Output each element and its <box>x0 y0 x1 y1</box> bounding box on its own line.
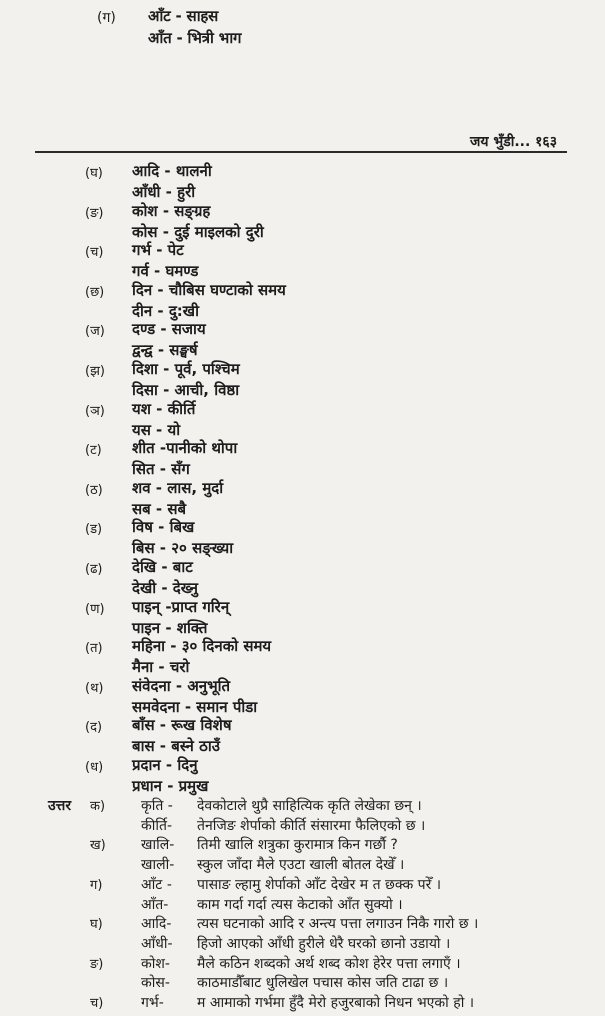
word-definition-1: शीत -पानीको थोपा <box>132 439 238 457</box>
word-pair-item <box>0 597 605 637</box>
answer-word: कोश- <box>141 956 170 972</box>
item-label: (घ) <box>85 166 103 181</box>
answer-sentence: पासाङ ल्हामु शेर्पाको आँट देखेर म त छक्क परेँ । <box>197 877 442 893</box>
header-rule <box>35 151 567 153</box>
answer-row <box>0 934 605 954</box>
word-definition-1: कोश - सङ्ग्रह <box>132 202 211 220</box>
word-pair-item <box>0 517 605 557</box>
word-definition-1: यश - कीर्ति <box>132 400 196 418</box>
word-definition-2: पाइन - शक्ति <box>132 619 208 637</box>
answer-row <box>0 895 605 915</box>
item-label: (थ) <box>85 681 104 696</box>
word-definition-2: द्वन्द्व - सङ्घर्ष <box>132 341 198 359</box>
word-definition-2: सब - सबै <box>132 500 187 518</box>
word-pair-line: आँट - साहस <box>148 7 219 25</box>
answers-heading: उत्तर <box>48 798 72 814</box>
word-definition-2: गर्व - घमण्ड <box>132 262 199 280</box>
word-definition-1: विष - बिख <box>132 518 195 536</box>
answer-sentence: म आमाको गर्भमा हुँदै मेरो हजुरबाको निधन भएको हो । <box>197 995 475 1011</box>
answer-sentence: तिमी खालि शत्रुका कुरामात्र किन गर्छौ ? <box>197 837 398 853</box>
answer-sentence: काम गर्दा गर्दा त्यस केटाको आँत सुक्यो । <box>197 897 403 913</box>
word-definition-1: संवेदना - अनुभूति <box>132 677 231 695</box>
item-label: (छ) <box>85 285 105 300</box>
answer-sentence: त्यस घटनाको आदि र अन्त्य पत्ता लगाउन निकै गारो छ । <box>197 916 479 932</box>
word-definition-2: मैना - चरो <box>132 658 190 676</box>
answer-word: आदि- <box>141 916 172 932</box>
word-definition-1: दिन - चौबिस घण्टाको समय <box>132 281 286 299</box>
answer-word: कीर्ति- <box>141 818 173 834</box>
answer-word: कृति - <box>141 798 173 814</box>
item-label: (ढ) <box>85 562 103 577</box>
word-pair-item <box>0 557 605 597</box>
answer-word: आँत- <box>141 897 169 913</box>
answer-label: ख) <box>90 838 106 853</box>
word-definition-1: पाइन् -प्राप्त गरिन् <box>132 598 230 616</box>
word-pair-item <box>0 399 605 439</box>
answer-word: खाली- <box>141 857 175 873</box>
item-label: (ट) <box>85 443 102 458</box>
answer-word: आँट - <box>141 877 172 893</box>
answer-row <box>0 973 605 993</box>
answer-sentence: मैले कठिन शब्दको अर्थ शब्द कोश हेरेर पत्ता लगाएँ । <box>197 956 461 972</box>
word-definition-1: दिशा - पूर्व, पश्चिम <box>132 360 240 378</box>
item-label: (त) <box>85 641 103 656</box>
word-pair-item <box>0 676 605 716</box>
word-definition-2: बिस - २० सङ्ख्या <box>132 539 234 557</box>
item-label: (ड) <box>85 522 103 537</box>
answer-label: ङ) <box>90 957 104 972</box>
word-definition-2: समवेदना - समान पीडा <box>132 698 258 716</box>
answer-word: गर्भ- <box>141 995 164 1011</box>
word-definition-1: गर्भ - पेट <box>132 241 184 259</box>
word-pair-item <box>0 755 605 795</box>
word-pair-line: आँत - भित्री भाग <box>148 29 242 47</box>
answer-row <box>0 855 605 875</box>
answer-sentence: स्कुल जाँदा मैले एउटा खाली बोतल देखेँ । <box>197 857 405 873</box>
word-definition-2: सित - सँग <box>132 460 190 478</box>
word-definition-1: देखि - बाट <box>132 558 193 576</box>
word-definition-2: यस - यो <box>132 421 181 439</box>
item-label: (झ) <box>85 364 105 379</box>
item-label: (द) <box>85 720 103 735</box>
answer-label: क) <box>90 799 106 814</box>
answer-row <box>0 954 605 974</box>
running-head: जय भुँडी... १६३ <box>469 134 557 150</box>
word-pair-item <box>0 161 605 201</box>
word-pair-item <box>0 438 605 478</box>
item-label: (ठ) <box>85 483 103 498</box>
word-definition-1: दण्ड - सजाय <box>132 320 206 338</box>
answer-label: ग) <box>90 878 103 893</box>
word-definition-2: आँधी - हुरी <box>132 183 196 201</box>
word-pair-item <box>0 319 605 359</box>
answer-sentence: तेनजिङ शेर्पाको कीर्ति संसारमा फैलिएको छ । <box>197 818 426 834</box>
item-label: (ध) <box>85 760 104 775</box>
answer-word: आँधी- <box>141 936 173 952</box>
answer-word: खालि- <box>141 837 175 853</box>
word-definition-2: बास - बस्ने ठाउँ <box>132 737 220 755</box>
answer-sentence: देवकोटाले थुप्रै साहित्यिक कृति लेखेका छन् । <box>197 798 422 814</box>
answer-row <box>0 835 605 855</box>
word-definition-2: कोस - दुई माइलको दुरी <box>132 223 264 241</box>
word-pair-item <box>0 715 605 755</box>
item-label: (ङ) <box>85 206 104 221</box>
answer-row <box>0 796 605 816</box>
answer-label: च) <box>90 996 104 1011</box>
word-pair-item <box>0 280 605 320</box>
word-pair-item <box>0 201 605 241</box>
answer-row <box>0 816 605 836</box>
item-label: (ज) <box>85 324 105 339</box>
word-definition-1: प्रदान - दिनु <box>132 756 198 774</box>
answer-row <box>0 875 605 895</box>
word-definition-2: प्रधान - प्रमुख <box>132 777 209 795</box>
answer-row <box>0 914 605 934</box>
answer-sentence: हिजो आएको आँधी हुरीले धेरै घरको छानो उडायो । <box>197 936 451 952</box>
item-label: (ण) <box>85 602 105 617</box>
answer-word: कोस- <box>141 975 170 991</box>
word-definition-1: आदि - थालनी <box>132 162 212 180</box>
word-pair-item <box>0 636 605 676</box>
answer-row <box>0 993 605 1013</box>
item-label: (ञ) <box>85 404 105 419</box>
word-definition-2: देखी - देख्नु <box>132 579 198 597</box>
word-pair-item <box>0 359 605 399</box>
word-pair-item <box>0 478 605 518</box>
word-definition-2: दिसा - आची, विष्ठा <box>132 381 240 399</box>
word-definition-2: दीन - दु:खी <box>132 302 199 320</box>
word-definition-1: महिना - ३० दिनको समय <box>132 637 272 655</box>
answer-label: घ) <box>90 917 103 932</box>
answer-sentence: काठमाडौँबाट धुलिखेल पचास कोस जति टाढा छ । <box>197 975 449 991</box>
word-definition-1: शव - लास, मुर्दा <box>132 479 224 497</box>
word-definition-1: बाँस - रूख विशेष <box>132 716 232 734</box>
item-label: (च) <box>85 245 104 260</box>
word-pair-item <box>0 240 605 280</box>
item-label: (ग) <box>97 10 116 26</box>
